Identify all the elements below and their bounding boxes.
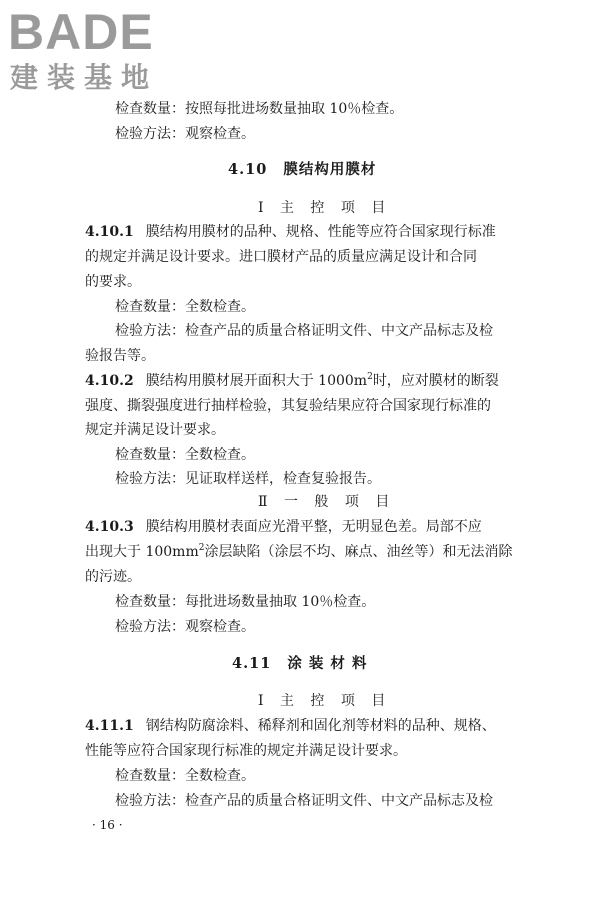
inspection-quantity-line: 检查数量：全数检查。 — [115, 768, 255, 784]
clause-4-10-3-line-2 — [85, 542, 512, 564]
superscript: 2 — [198, 543, 205, 553]
clause-number: 4.10.1 — [85, 224, 134, 240]
clause-text-b: 涂层缺陷（涂层不均、麻点、油丝等）和无法消除 — [204, 544, 513, 560]
section-heading-4-11 — [232, 654, 367, 674]
inspection-quantity-line: 检查数量：每批进场数量抽取 10％检查。 — [115, 594, 376, 610]
subsection-general-items: Ⅱ 一 般 项 目 — [258, 494, 396, 510]
inspection-quantity-line: 检查数量：按照每批进场数量抽取 10％检查。 — [115, 101, 404, 117]
clause-text-b: 时，应对膜材的断裂 — [372, 373, 499, 389]
clause-4-10-2-line-3: 规定并满足设计要求。 — [85, 422, 225, 438]
inspection-method-line-cont: 验报告等。 — [85, 348, 155, 364]
clause-4-10-1-line-1 — [85, 222, 496, 242]
inspection-method-line: 检验方法：见证取样送样，检查复验报告。 — [115, 471, 381, 487]
section-title: 涂 装 材 料 — [287, 655, 368, 672]
section-title: 膜结构用膜材 — [283, 161, 377, 178]
inspection-method-line: 检验方法：检查产品的质量合格证明文件、中文产品标志及检 — [115, 793, 493, 809]
clause-text: 膜结构用膜材表面应光滑平整，无明显色差。局部不应 — [145, 519, 482, 535]
inspection-quantity-line: 检查数量：全数检查。 — [115, 447, 255, 463]
inspection-method-line: 检验方法：检查产品的质量合格证明文件、中文产品标志及检 — [115, 323, 493, 339]
logo-brand-text: BADE — [8, 4, 154, 60]
clause-4-11-1-line-1 — [85, 716, 496, 736]
section-number: 4.11 — [232, 655, 272, 672]
clause-text-a: 膜结构用膜材展开面积大于 1000m — [145, 373, 368, 389]
clause-4-10-2-line-2: 强度、撕裂强度进行抽样检验，其复验结果应符合国家现行标准的 — [85, 398, 491, 414]
subsection-main-items: Ⅰ 主 控 项 目 — [258, 693, 392, 709]
superscript: 2 — [367, 372, 373, 382]
inspection-method-line: 检验方法：观察检查。 — [115, 619, 255, 635]
clause-number: 4.11.1 — [85, 718, 134, 734]
clause-4-10-3-line-1 — [85, 517, 482, 537]
clause-4-10-2-line-1 — [85, 371, 499, 393]
clause-number: 4.10.2 — [85, 373, 134, 389]
clause-text-a: 出现大于 100mm — [85, 544, 199, 560]
clause-4-10-1-line-2: 的规定并满足设计要求。进口膜材产品的质量应满足设计和合同 — [85, 249, 477, 265]
clause-4-11-1-line-2: 性能等应符合国家现行标准的规定并满足设计要求。 — [85, 743, 407, 759]
inspection-quantity-line: 检查数量：全数检查。 — [115, 299, 255, 315]
subsection-main-items: Ⅰ 主 控 项 目 — [258, 200, 392, 216]
section-number: 4.10 — [228, 161, 268, 178]
clause-text: 膜结构用膜材的品种、规格、性能等应符合国家现行标准 — [145, 224, 496, 240]
page-number: · 16 · — [92, 818, 123, 832]
inspection-method-line: 检验方法：观察检查。 — [115, 126, 255, 142]
clause-4-10-3-line-3: 的污迹。 — [85, 569, 141, 585]
clause-text: 钢结构防腐涂料、稀释剂和固化剂等材料的品种、规格、 — [145, 718, 496, 734]
clause-4-10-1-line-3: 的要求。 — [85, 274, 141, 290]
clause-number: 4.10.3 — [85, 519, 134, 535]
logo-sub-text: 建装基地 — [10, 61, 159, 94]
section-heading-4-10 — [228, 160, 376, 180]
